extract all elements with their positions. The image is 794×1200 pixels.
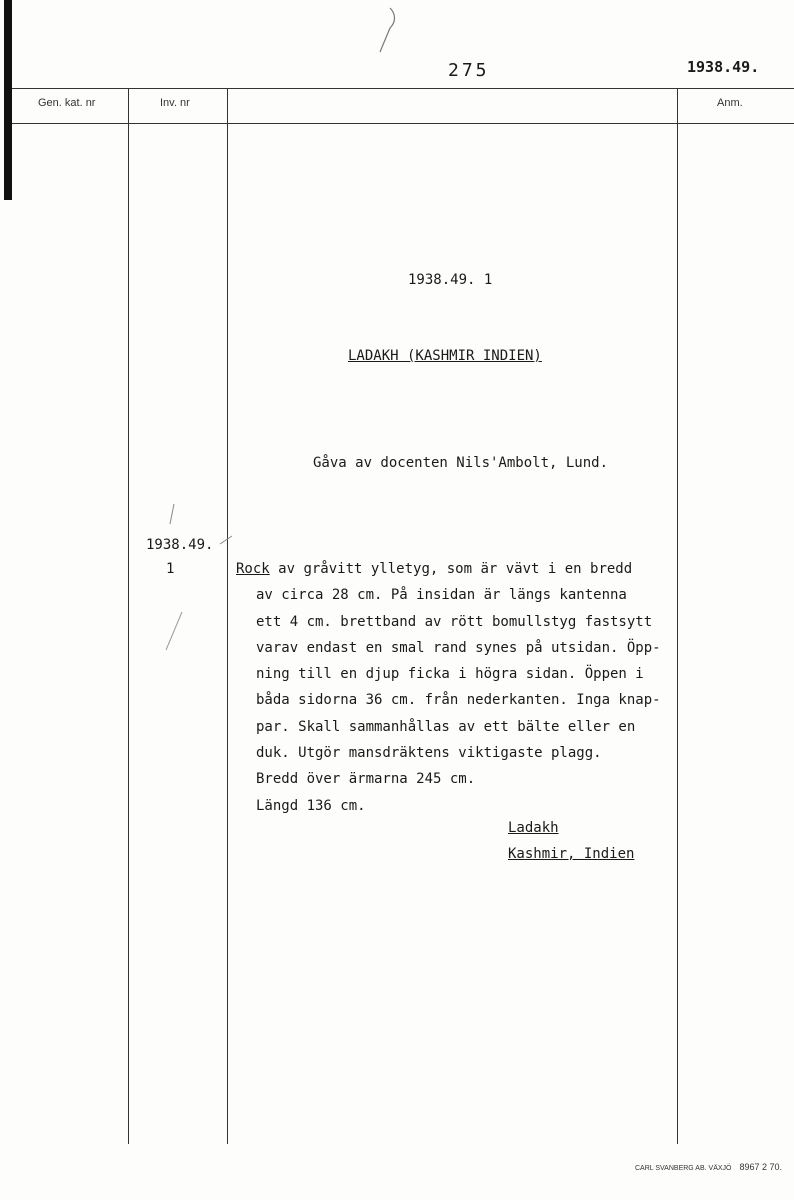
column-header-gen-kat-nr: Gen. kat. nr xyxy=(38,97,96,109)
inventory-number: 1938.49. xyxy=(146,537,214,553)
description-line: båda sidorna 36 cm. från nederkanten. Inga knap- xyxy=(256,692,661,709)
form-footer xyxy=(635,1162,782,1172)
description-line: ett 4 cm. brettband av rött bomullstyg fastsytt xyxy=(256,613,653,630)
item-number: 1 xyxy=(166,561,175,577)
item-name: Rock xyxy=(236,561,270,577)
description-line: ning till en djup ficka i högra sidan. Öppen i xyxy=(256,666,644,683)
description-line: av circa 28 cm. På insidan är längs kantenna xyxy=(256,587,627,604)
pencil-mark-left xyxy=(160,500,240,660)
page-number: 275 xyxy=(448,60,490,81)
description-line: duk. Utgör mansdräktens viktigaste plagg. xyxy=(256,745,602,762)
column-divider-1 xyxy=(128,88,129,1144)
binding-bar xyxy=(4,0,12,200)
measurement-length: Längd 136 cm. xyxy=(256,797,366,814)
region-heading: LADAKH (KASHMIR INDIEN) xyxy=(348,348,542,364)
description-line xyxy=(236,556,661,582)
column-divider-3 xyxy=(677,88,678,1144)
measurement-width: Bredd över ärmarna 245 cm. xyxy=(256,771,476,788)
column-header-anm: Anm. xyxy=(717,97,743,109)
pencil-mark-top xyxy=(372,6,402,56)
column-header-inv-nr: Inv. nr xyxy=(160,97,190,109)
donor-line: Gåva av docenten Nils'Ambolt, Lund. xyxy=(313,455,609,471)
printer-name: CARL SVANBERG AB. VÄXJÖ xyxy=(635,1165,732,1172)
description-line: varav endast en smal rand synes på utsidan. Öpp- xyxy=(256,639,661,656)
year-reference: 1938.49. xyxy=(687,58,760,76)
location-region: Ladakh xyxy=(508,820,559,836)
location-country: Kashmir, Indien xyxy=(508,846,635,862)
record-number: 1938.49. 1 xyxy=(408,272,493,288)
description-first-line: av gråvitt ylletyg, som är vävt i en bredd xyxy=(278,561,633,577)
item-description xyxy=(236,556,661,819)
form-code: 8967 2 70. xyxy=(739,1162,783,1172)
description-line: par. Skall sammanhållas av ett bälte eller en xyxy=(256,718,636,735)
